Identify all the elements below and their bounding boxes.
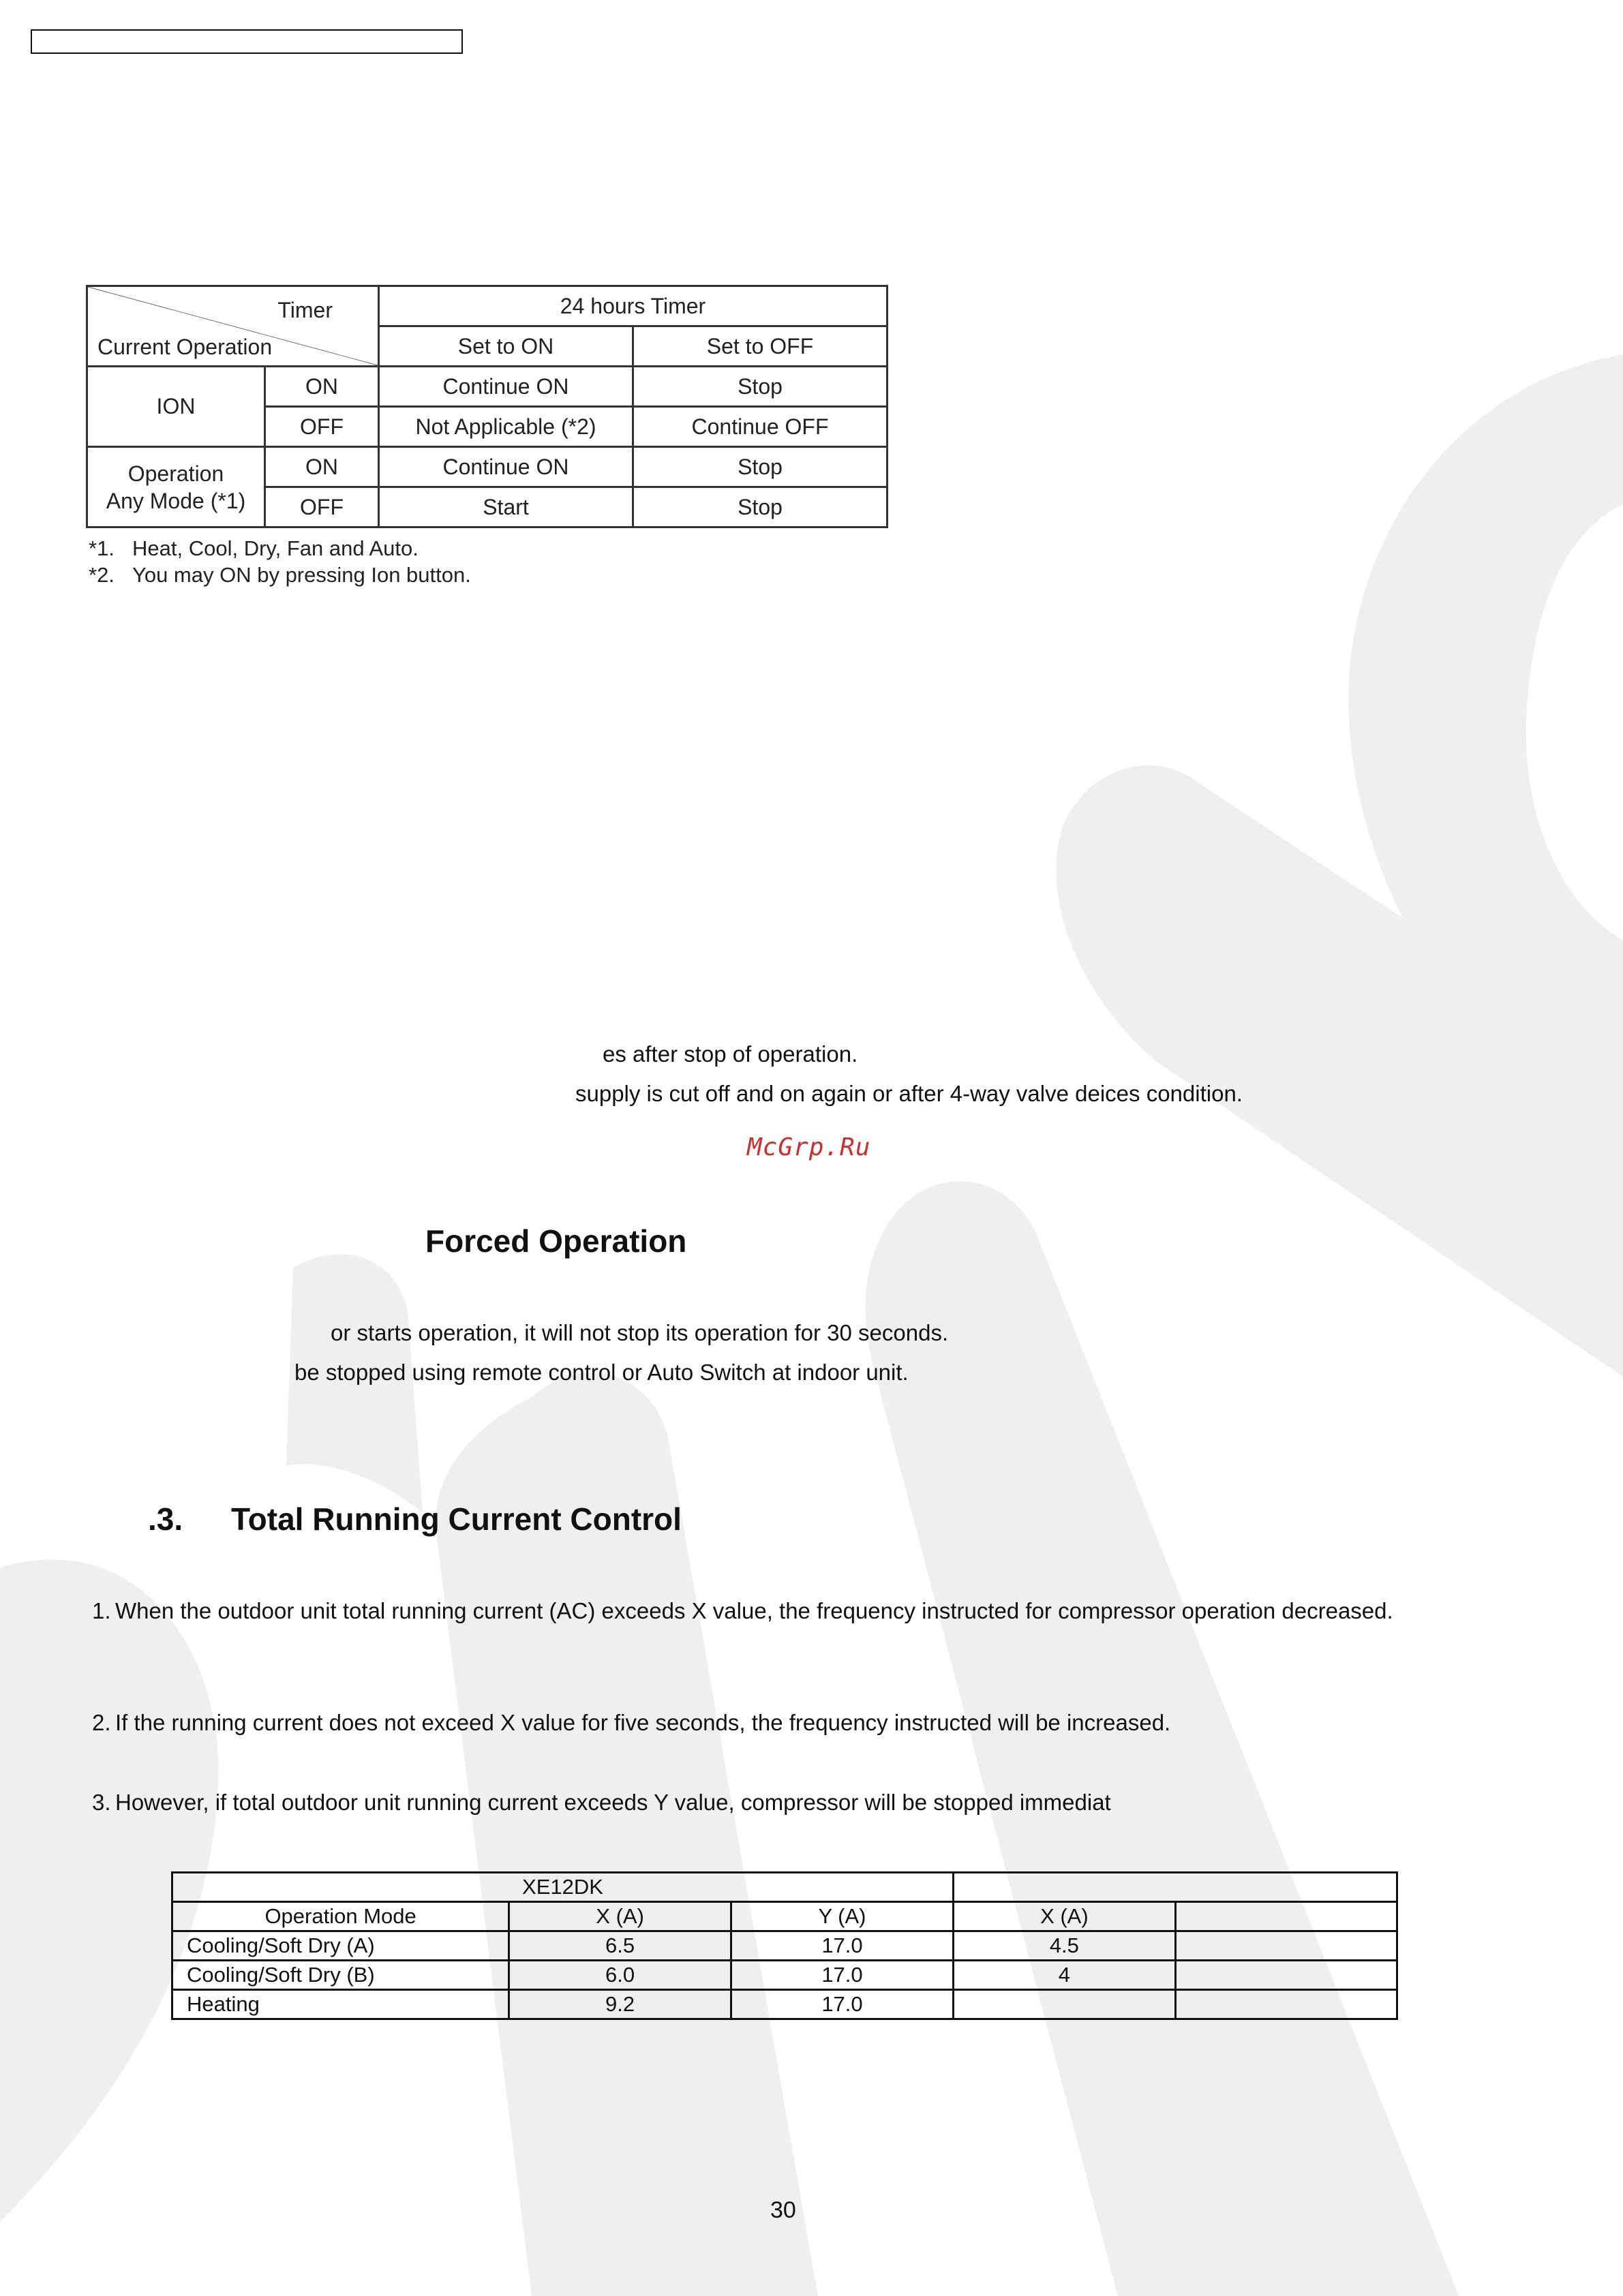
forced-line-1: or starts operation, it will not stop its operation for 30 seconds. (331, 1320, 949, 1345)
footnote-text: Heat, Cool, Dry, Fan and Auto. (132, 536, 419, 560)
table-cell (1175, 1990, 1397, 2019)
table-row (172, 1990, 1397, 2019)
section-number: .3. (148, 1501, 183, 1537)
fragment-line-2: supply is cut off and on again or after 4-way valve deices condition. (575, 1081, 1243, 1106)
timer-group-header: 24 hours Timer (379, 286, 888, 326)
table-cell: 6.5 (509, 1931, 731, 1961)
set-off-cell: Stop (633, 487, 888, 527)
table-cell: 17.0 (731, 1961, 953, 1990)
col-set-on: Set to ON (379, 326, 633, 367)
header-box (31, 29, 463, 54)
footnote-1 (89, 536, 419, 561)
forced-operation-heading: Forced Operation (425, 1223, 687, 1259)
list-text: If the running current does not exceed X value for five seconds, the frequency instructed will be increased. (115, 1710, 1171, 1735)
list-number: 3. (92, 1790, 111, 1815)
set-on-cell: Start (379, 487, 633, 527)
current-operation-label: Current Operation (97, 335, 273, 359)
footnote-text: You may ON by pressing Ion button. (132, 563, 471, 587)
table-cell (1175, 1931, 1397, 1961)
list-number: 1. (92, 1598, 111, 1623)
row-ion: ION (87, 367, 265, 447)
table-cell: Cooling/Soft Dry (A) (172, 1931, 509, 1961)
table-cell: Heating (172, 1990, 509, 2019)
col-set-off: Set to OFF (633, 326, 888, 367)
timer-table (86, 285, 888, 528)
list-item (92, 1786, 1408, 1819)
state-cell: ON (265, 447, 379, 487)
table-cell: 4.5 (953, 1931, 1175, 1961)
table-corner-cell (87, 286, 379, 367)
list-text: However, if total outdoor unit running current exceeds Y value, compressor will be stopped immediat (115, 1790, 1111, 1815)
current-table (171, 1871, 1398, 2020)
state-cell: OFF (265, 407, 379, 447)
row-operation: Operation Any Mode (*1) (87, 447, 265, 527)
table-header: X (A) (953, 1902, 1175, 1931)
table-cell (953, 1990, 1175, 2019)
list-item (92, 1706, 1408, 1739)
table-header: Y (A) (731, 1902, 953, 1931)
set-on-cell: Continue ON (379, 447, 633, 487)
table-cell: 9.2 (509, 1990, 731, 2019)
table-cell: 4 (953, 1961, 1175, 1990)
list-number: 2. (92, 1710, 111, 1735)
state-cell: OFF (265, 487, 379, 527)
table-row (172, 1961, 1397, 1990)
set-on-cell: Not Applicable (*2) (379, 407, 633, 447)
table-cell: Cooling/Soft Dry (B) (172, 1961, 509, 1990)
state-cell: ON (265, 367, 379, 407)
section-title: Total Running Current Control (231, 1501, 682, 1537)
table-header: Operation Mode (172, 1902, 509, 1931)
table-cell: 17.0 (731, 1931, 953, 1961)
list-item (92, 1595, 1408, 1627)
set-off-cell: Stop (633, 447, 888, 487)
table-header: X (A) (509, 1902, 731, 1931)
footnote-2 (89, 563, 471, 587)
footnote-number: *2. (89, 563, 115, 587)
table-row (172, 1931, 1397, 1961)
table-header (1175, 1902, 1397, 1931)
model-header: XE12DK (172, 1873, 954, 1902)
set-off-cell: Continue OFF (633, 407, 888, 447)
list-text: When the outdoor unit total running current (AC) exceeds X value, the frequency instructed for compressor operation decreased. (115, 1598, 1393, 1623)
timer-label: Timer (277, 298, 333, 322)
table-cell: 6.0 (509, 1961, 731, 1990)
model-header-2 (953, 1873, 1397, 1902)
footnote-number: *1. (89, 536, 115, 560)
forced-line-2: be stopped using remote control or Auto Switch at indoor unit. (294, 1360, 909, 1385)
page-number: 30 (770, 2197, 796, 2223)
table-cell (1175, 1961, 1397, 1990)
watermark-link[interactable]: McGrp.Ru (747, 1133, 871, 1161)
set-off-cell: Stop (633, 367, 888, 407)
set-on-cell: Continue ON (379, 367, 633, 407)
table-cell: 17.0 (731, 1990, 953, 2019)
fragment-line-1: es after stop of operation. (603, 1041, 858, 1067)
